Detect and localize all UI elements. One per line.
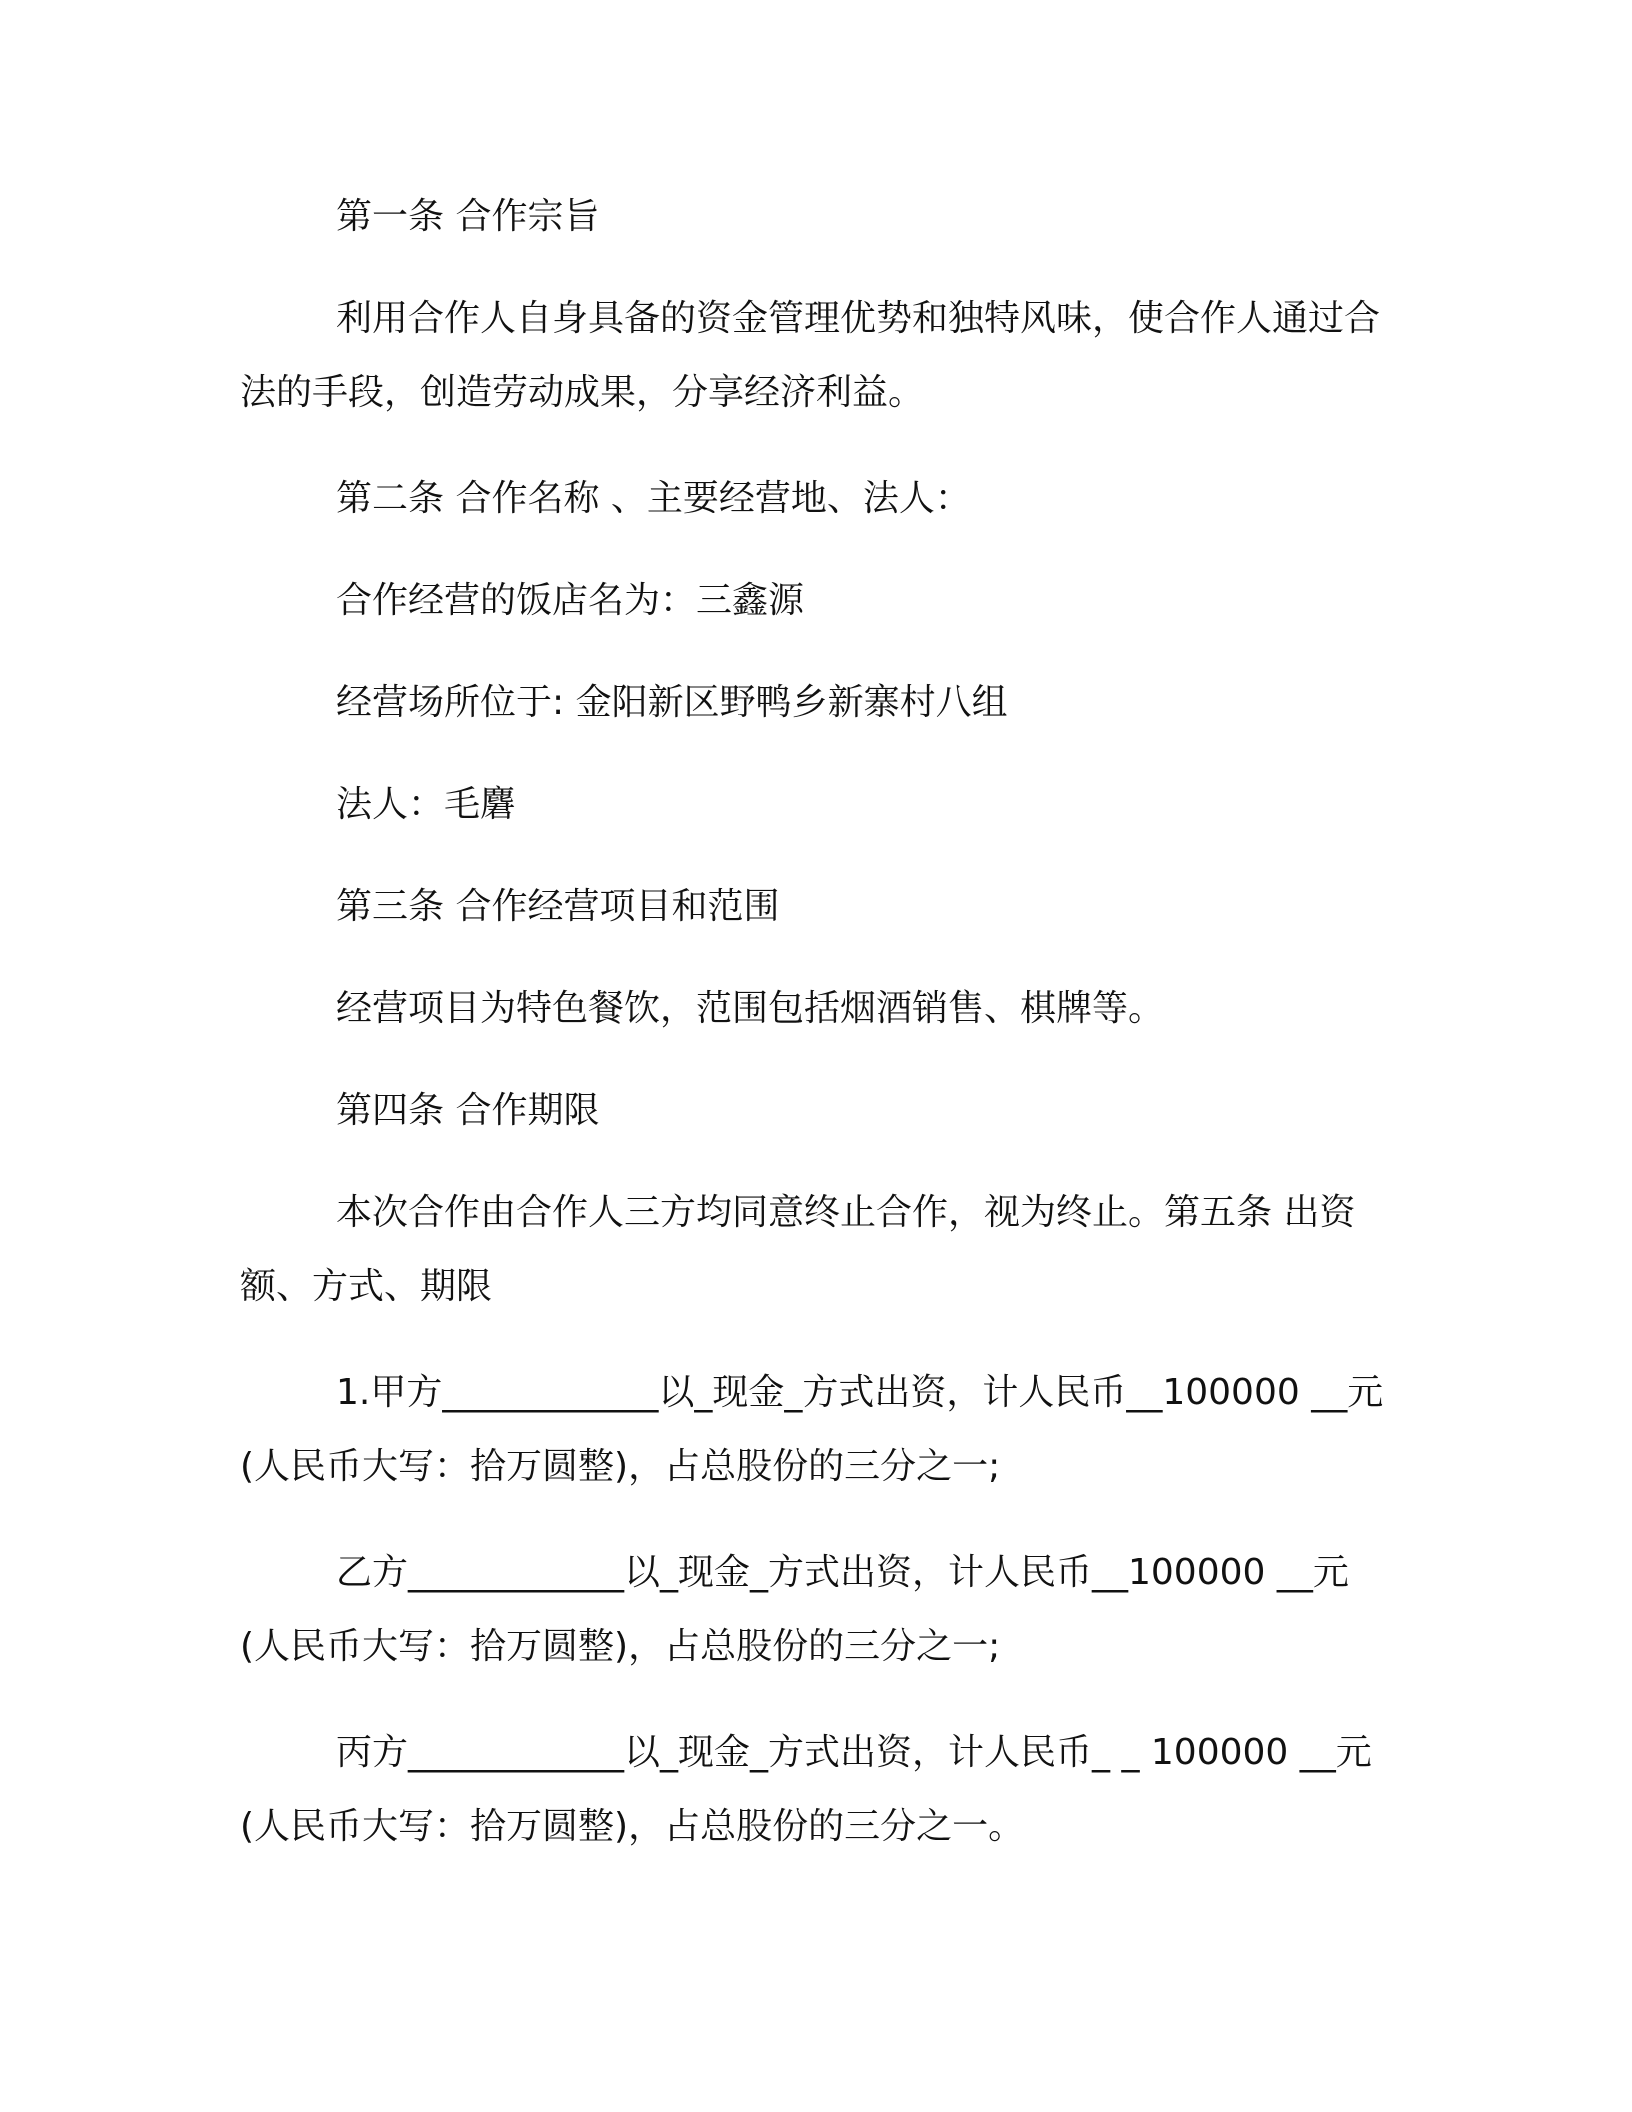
restaurant-name-line: 合作经营的饭店名为：三鑫源 [336, 580, 805, 621]
article-4-heading: 第四条 合作期限 [336, 1090, 600, 1131]
business-scope-line: 经营项目为特色餐饮，范围包括烟酒销售、棋牌等。 [336, 988, 1165, 1029]
article-1-heading: 第一条 合作宗旨 [336, 196, 600, 237]
article-1-text: 利用合作人自身具备的资金管理优势和独特风味，使合作人通过合法的手段，创造劳动成果，分享经济利益。 [240, 298, 1381, 413]
legal-person-line: 法人：毛麏 [336, 784, 517, 825]
article-3-heading: 第三条 合作经营项目和范围 [336, 886, 780, 927]
business-location-line: 经营场所位于: 金阳新区野鸭乡新寨村八组 [336, 682, 1008, 723]
term-and-article-5-text: 本次合作由合作人三方均同意终止合作，视为终止。第五条 出资额、方式、期限 [240, 1192, 1356, 1307]
party-c-contribution: 丙方____________以_现金_方式出资，计人民币_ _ 100000 __元(人民币大写：拾万圆整)，占总股份的三分之一。 [240, 1732, 1372, 1847]
article-2-heading: 第二条 合作名称 、主要经营地、法人： [336, 478, 971, 519]
party-a-contribution: 1.甲方____________以_现金_方式出资，计人民币__100000 __元(人民币大写：拾万圆整)，占总股份的三分之一; [240, 1372, 1384, 1487]
party-b-contribution: 乙方____________以_现金_方式出资，计人民币__100000 __元(人民币大写：拾万圆整)，占总股份的三分之一; [240, 1552, 1349, 1667]
